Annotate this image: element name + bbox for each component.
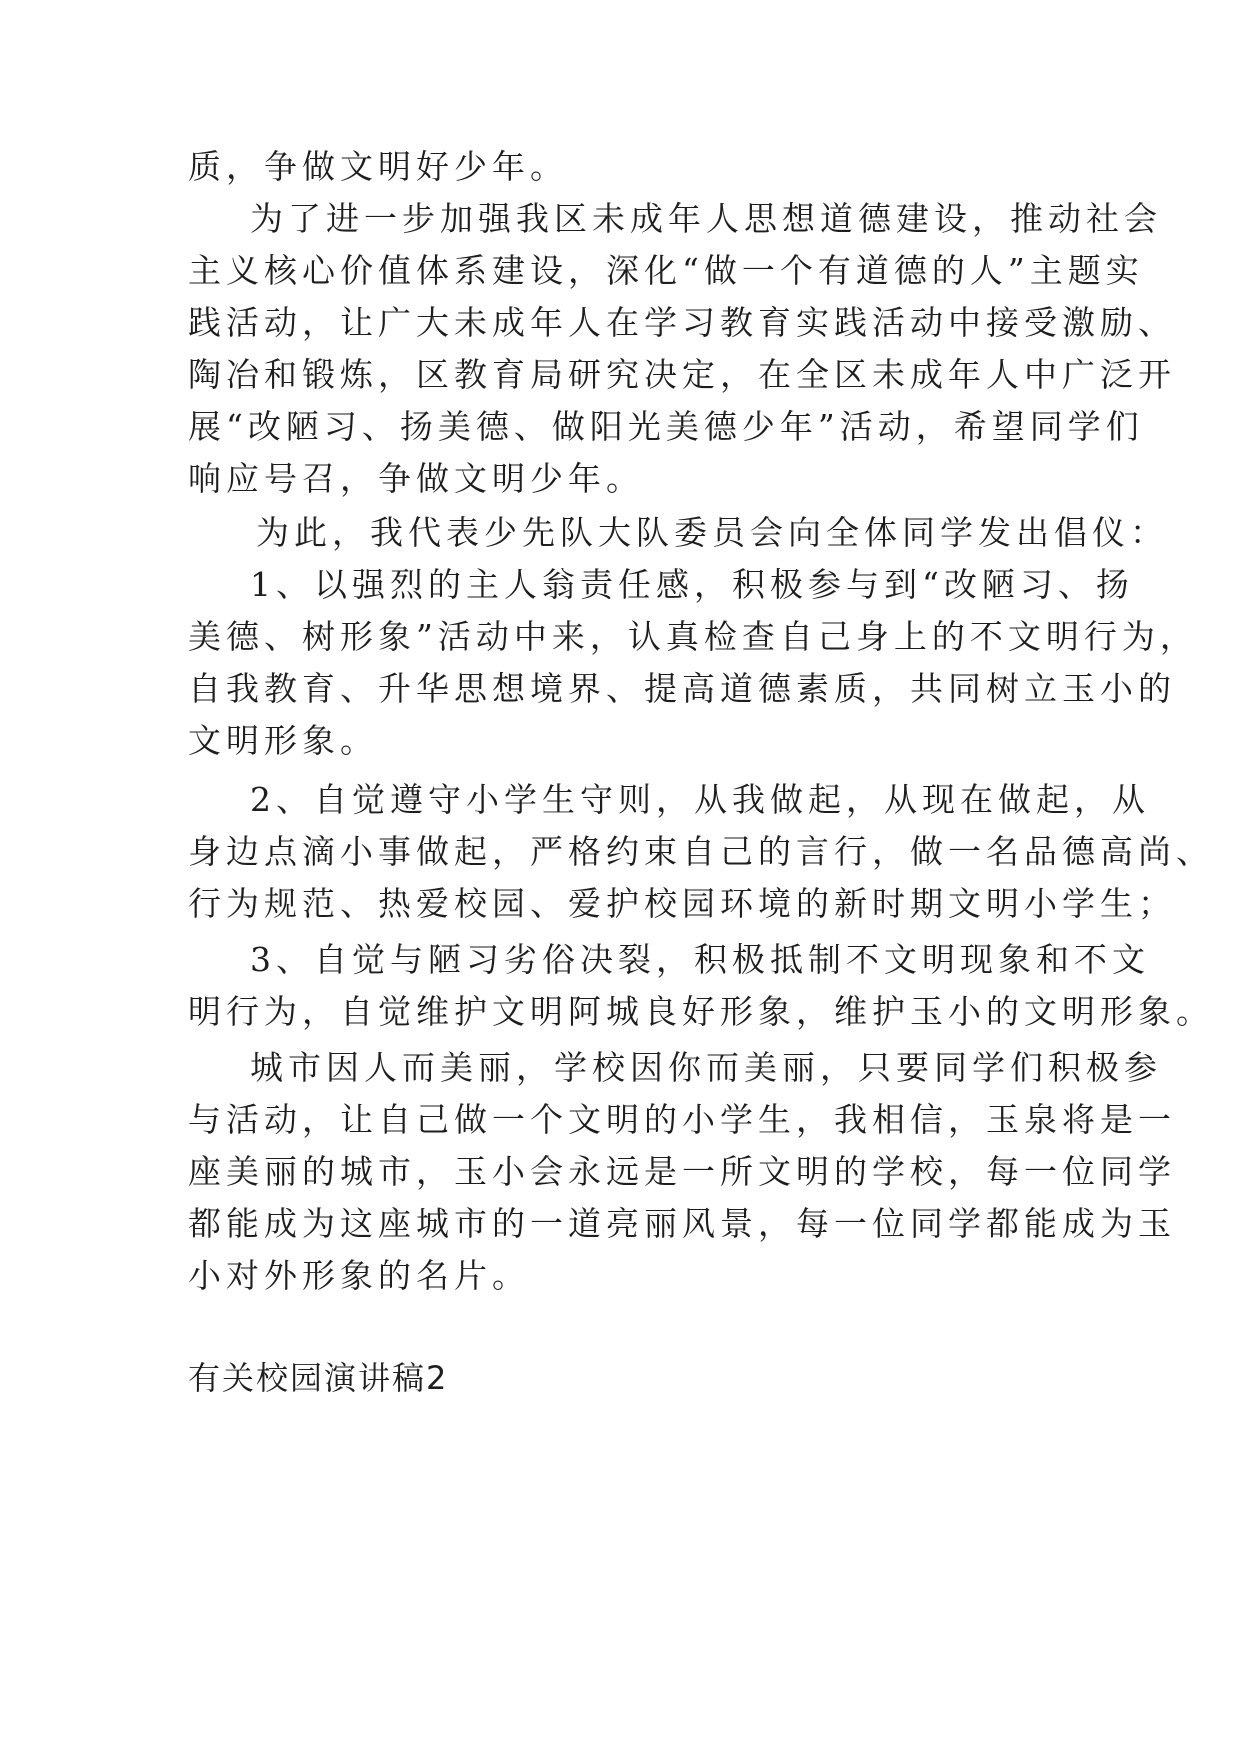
list-item-first-line: 2、自觉遵守小学生守则，从我做起，从现在做起，从	[250, 780, 1150, 819]
text-line: 主义核心价值体系建设，深化“做一个有道德的人”主题实	[188, 251, 1144, 290]
text-line: 明行为，自觉维护文明阿城良好形象，维护玉小的文明形象。	[188, 992, 1214, 1031]
text-line: 身边点滴小事做起，严格约束自己的言行，做一名品德高尚、	[188, 832, 1214, 871]
text-line: 美德、树形象”活动中来，认真检查自己身上的不文明行为，	[188, 617, 1198, 656]
text-line: 小对外形象的名片。	[188, 1256, 530, 1295]
text-line: 与活动，让自己做一个文明的小学生，我相信，玉泉将是一	[188, 1100, 1176, 1139]
list-item-first-line: 3、自觉与陋习劣俗决裂，积极抵制不文明现象和不文	[250, 940, 1150, 979]
section-heading: 有关校园演讲稿2	[188, 1359, 449, 1397]
text-line: 都能成为这座城市的一道亮丽风景，每一位同学都能成为玉	[188, 1204, 1176, 1243]
text-line: 响应号召，争做文明少年。	[188, 459, 644, 498]
text-line: 质，争做文明好少年。	[188, 147, 568, 186]
text-line: 自我教育、升华思想境界、提高道德素质，共同树立玉小的	[188, 669, 1176, 708]
text-line: 陶冶和锻炼，区教育局研究决定，在全区未成年人中广泛开	[188, 355, 1176, 394]
text-line: 座美丽的城市，玉小会永远是一所文明的学校，每一位同学	[188, 1152, 1176, 1191]
text-line: 行为规范、热爱校园、爱护校园环境的新时期文明小学生；	[188, 884, 1176, 923]
text-line: 展“改陋习、扬美德、做阳光美德少年”活动，希望同学们	[188, 407, 1144, 446]
paragraph-first-line: 城市因人而美丽，学校因你而美丽，只要同学们积极参	[250, 1048, 1162, 1087]
text-line: 践活动，让广大未成年人在学习教育实践活动中接受激励、	[188, 303, 1176, 342]
paragraph-first-line: 为此，我代表少先队大队委员会向全体同学发出倡仪：	[256, 513, 1168, 552]
list-item-first-line: 1、以强烈的主人翁责任感，积极参与到“改陋习、扬	[250, 565, 1134, 604]
text-line: 文明形象。	[188, 721, 378, 760]
paragraph-first-line: 为了进一步加强我区未成年人思想道德建设，推动社会	[250, 199, 1162, 238]
